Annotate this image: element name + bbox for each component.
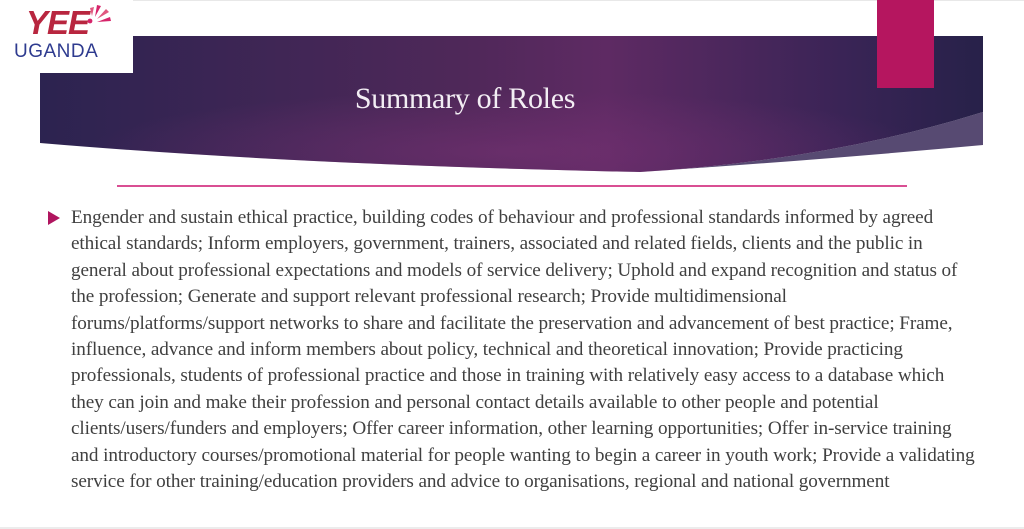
slide-title: Summary of Roles bbox=[354, 82, 576, 115]
logo bbox=[0, 0, 133, 73]
logo-yee-text: YEE bbox=[26, 4, 90, 41]
logo-uganda-text: UGANDA bbox=[14, 41, 99, 62]
triangle-bullet-icon bbox=[48, 211, 60, 225]
title-divider bbox=[117, 185, 907, 187]
accent-tab bbox=[877, 0, 934, 88]
bullet-text: Engender and sustain ethical practice, building codes of behaviour and professional standards informed by agreed ethical standards; Inform employers, government, trainers, associated and related fields, clients and the public in general about professional expectations and models of service delivery; Uphold and expand recognition and status of the profession; Generate and support relevant professional research; Provide multidimensional forums/platforms/support networks to share and facilitate the preservation and advancement of best practice; Frame, influence, advance and inform members about policy, technical and theoretical innovation; Provide practicing professionals, students of professional practice and those in training with relatively easy access to a database which they can join and make their profession and personal contact details available to other people and potential clients/users/funders and employers; Offer career information, other learning opportunities; Offer in-service training and introductory courses/promotional material for people wanting to begin a career in youth work; Provide a validating service for other training/education providers and advice to organisations, regional and national government bbox=[71, 207, 975, 493]
